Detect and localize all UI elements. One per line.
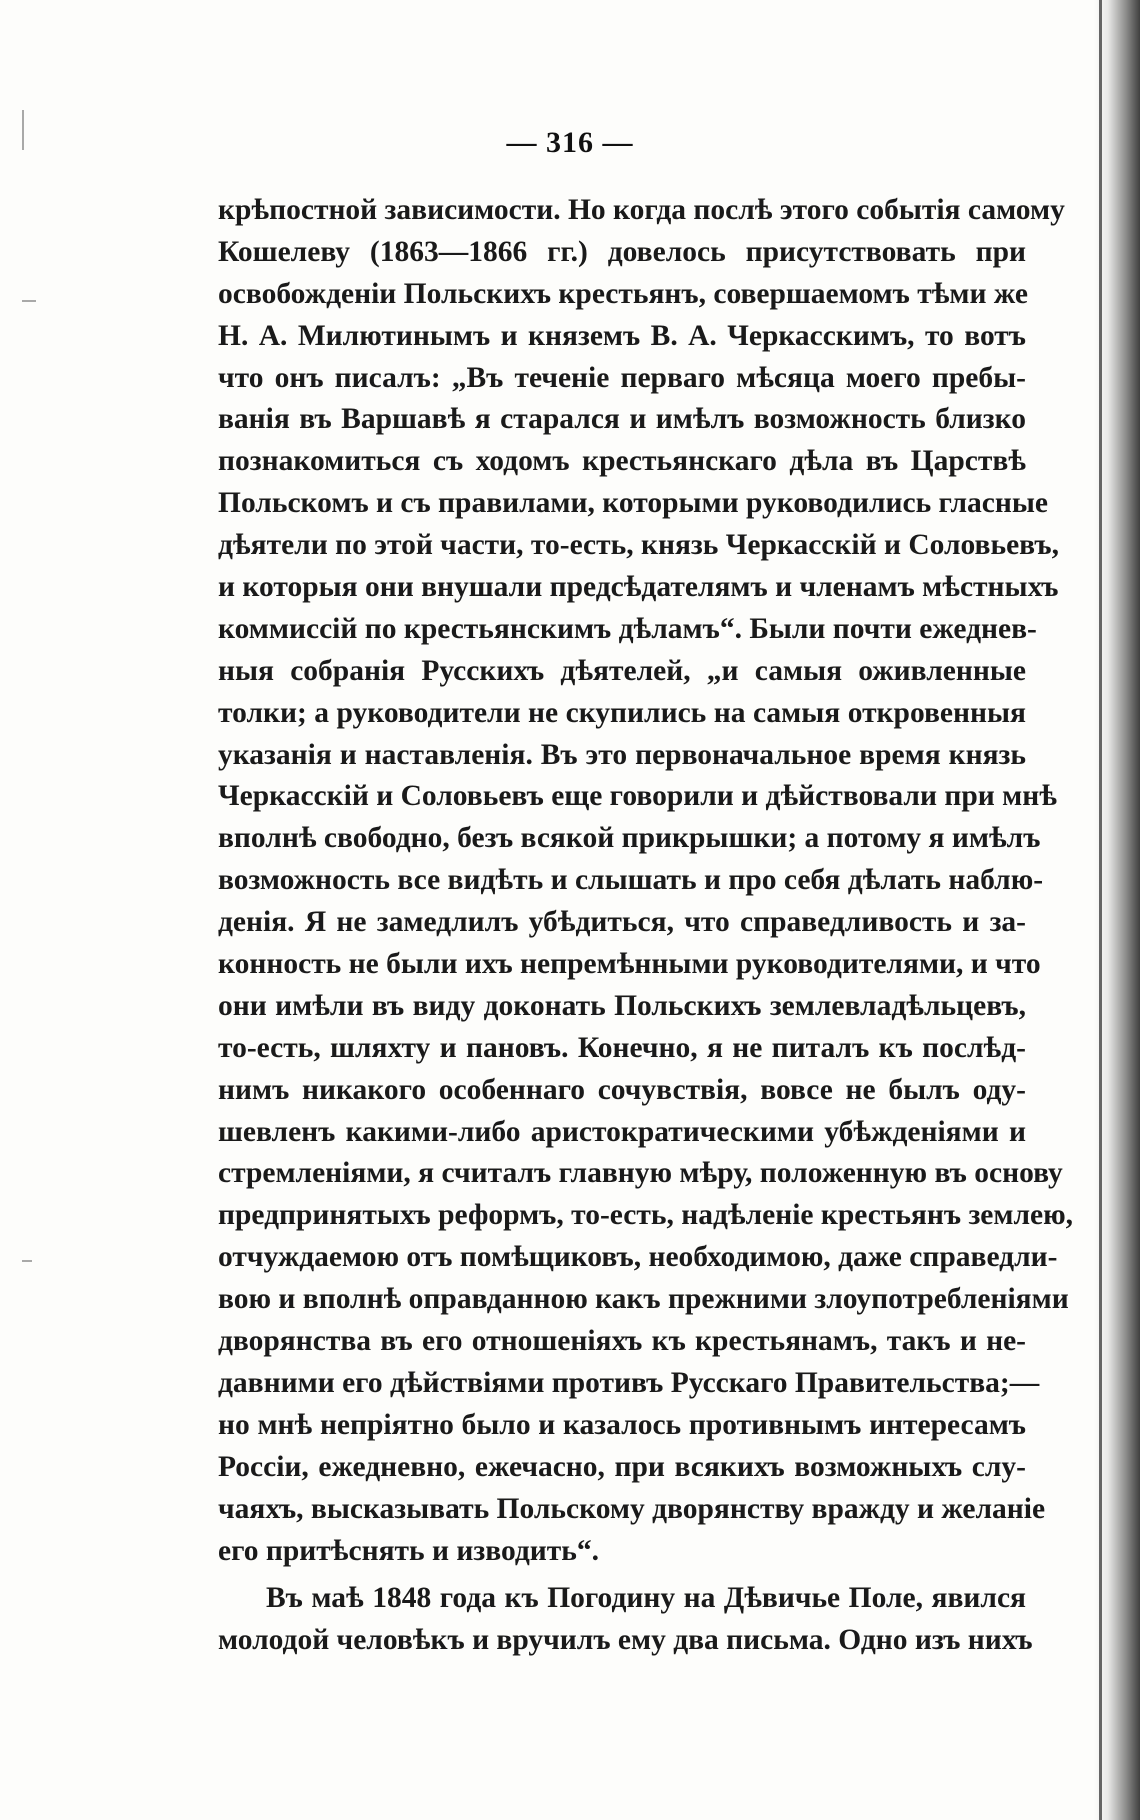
text-line: его притѣснять и изводить“. [218,1534,599,1567]
text-line: предпринятыхъ реформъ, то-есть, надѣленіе крестьянъ землею, [218,1199,1074,1232]
page-edge-line [1099,0,1102,1820]
text-line: но мнѣ непріятно было и казалось противнымъ интересамъ [218,1408,1026,1441]
text-line: крѣпостной зависимости. Но когда послѣ этого событія самому [218,194,1065,226]
text-line: вою и вполнѣ оправданною какъ прежними злоупотребленіями [218,1283,1069,1316]
text-line: они имѣли въ виду доконать Польскихъ землевладѣльцевъ, [218,989,1026,1022]
text-line: Черкасскій и Соловьевъ еще говорили и дѣйствовали при мнѣ [218,780,1057,813]
paragraph [218,1578,1033,1662]
text-line: денія. Я не замедлилъ убѣдиться, что справедливость и за- [218,906,1026,939]
text-line: дворянства въ его отношеніяхъ къ крестьянамъ, такъ и не- [218,1325,1026,1358]
text-line: Россіи, ежедневно, ежечасно, при всякихъ возможныхъ слу- [218,1450,1026,1483]
text-line: отчуждаемою отъ помѣщиковъ, необходимою, даже справедли- [218,1241,1058,1274]
text-line: возможность все видѣть и слышать и про себя дѣлать наблю- [218,864,1044,897]
text-line: чаяхъ, высказывать Польскому дворянству вражду и желаніе [218,1492,1046,1525]
body-text [218,190,1074,1662]
text-line: что онъ писалъ: „Въ теченіе перваго мѣсяца моего пребы- [218,361,1026,394]
scan-margin-mark [22,300,36,302]
text-line: освобожденіи Польскихъ крестьянъ, совершаемомъ тѣми же [218,277,1028,310]
text-line: вполнѣ свободно, безъ всякой прикрышки; а потому я имѣлъ [218,822,1041,855]
text-line: дѣятели по этой части, то-есть, князь Черкасскій и Соловьевъ, [218,529,1059,562]
text-line: то-есть, шляхту и пановъ. Конечно, я не питалъ къ послѣд- [218,1031,1026,1064]
text-line: коммиссій по крестьянскимъ дѣламъ“. Были почти ежеднев- [218,612,1037,645]
scan-margin-mark [22,1260,32,1262]
text-line: указанія и наставленія. Въ это первоначальное время князь [218,738,1026,771]
text-line: Польскомъ и съ правилами, которыми руководились гласные [218,487,1048,520]
paragraph [218,190,1074,1572]
page-number: — 316 — [506,126,634,159]
text-line: нимъ никакого особеннаго сочувствія, вовсе не былъ оду- [218,1073,1026,1106]
text-line: шевленъ какими-либо аристократическими убѣжденіями и [218,1115,1026,1148]
text-line: толки; а руководители не скупились на самыя откровенныя [218,696,1026,729]
text-line: стремленіями, я считалъ главную мѣру, положенную въ основу [218,1157,1063,1190]
text-line: давними его дѣйствіями противъ Русскаго Правительства;— [218,1366,1040,1399]
text-line: молодой человѣкъ и вручилъ ему два письма. Одно изъ нихъ [218,1624,1033,1657]
text-line: конность не были ихъ непремѣнными руководителями, и что [218,948,1041,981]
text-line: ныя собранія Русскихъ дѣятелей, „и самыя оживленные [218,654,1026,687]
text-line: Кошелеву (1863—1866 гг.) довелось присутствовать при [218,235,1026,268]
text-line: и которыя они внушали предсѣдателямъ и членамъ мѣстныхъ [218,571,1059,604]
text-line: ванія въ Варшавѣ я старался и имѣлъ возможность близко [218,403,1026,436]
text-line: Н. А. Милютинымъ и княземъ В. А. Черкасскимъ, то вотъ [218,319,1026,352]
text-line: познакомиться съ ходомъ крестьянскаго дѣла въ Царствѣ [218,445,1026,478]
text-line: Въ маѣ 1848 года къ Погодину на Дѣвичье Поле, явился [266,1582,1026,1615]
